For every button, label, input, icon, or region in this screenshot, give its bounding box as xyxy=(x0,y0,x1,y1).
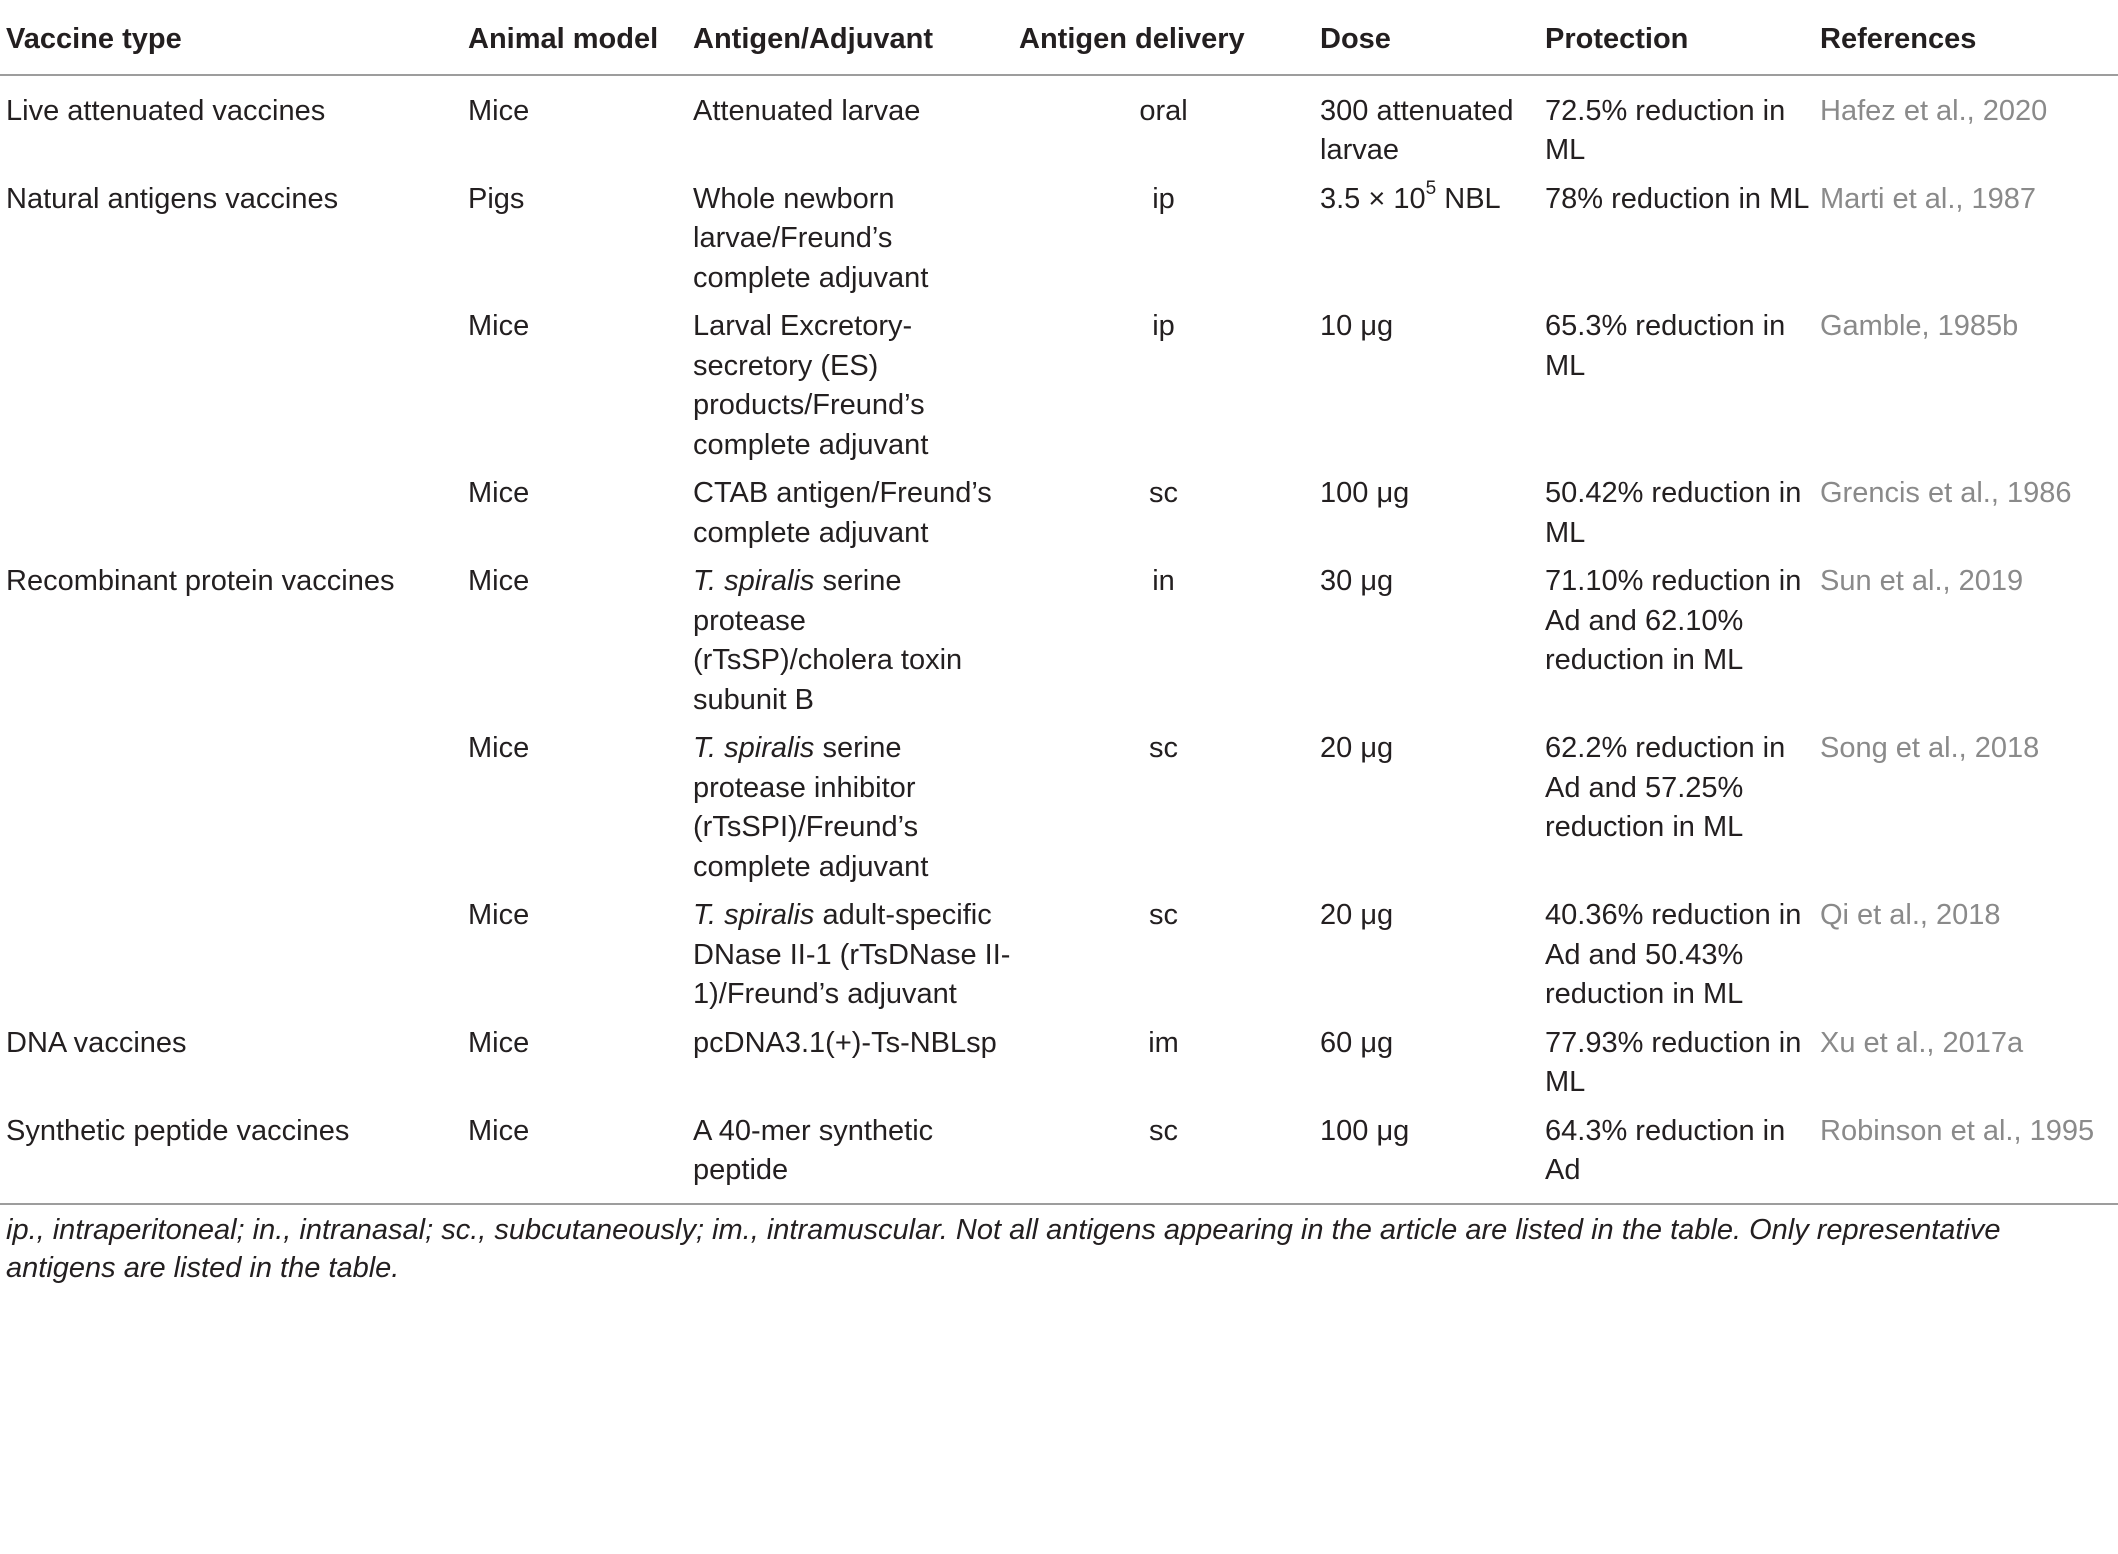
cell-antigen-delivery: ip xyxy=(1152,182,1175,215)
species-name: T. spiralis xyxy=(693,565,815,597)
cell-dose xyxy=(1314,301,1539,468)
cell-reference: Sun et al., 2019 xyxy=(1820,565,2024,597)
header-animal-model: Animal model xyxy=(462,0,687,75)
header-vaccine-type: Vaccine type xyxy=(0,0,462,75)
cell-reference: Grencis et al., 1986 xyxy=(1820,477,2072,509)
table-row xyxy=(0,468,2118,556)
cell-vaccine-type: Natural antigens vaccines xyxy=(6,182,339,215)
dose-text: 100 μg xyxy=(1320,477,1410,509)
header-antigen-delivery: Antigen delivery xyxy=(1013,0,1314,75)
cell-vaccine-type xyxy=(0,468,462,556)
dose-unit: NBL xyxy=(1436,182,1501,215)
cell-animal-model: Pigs xyxy=(468,182,525,215)
dose-text: 20 μg xyxy=(1320,899,1394,931)
cell-dose xyxy=(1314,75,1539,174)
cell-antigen-adjuvant xyxy=(687,890,1013,1018)
antigen-text: serine protease (rTsSP)/cholera toxin subunit B xyxy=(693,565,963,716)
dose-text: 10 μg xyxy=(1320,310,1394,342)
cell-antigen-adjuvant xyxy=(687,174,1013,302)
cell-vaccine-type: Live attenuated vaccines xyxy=(6,94,326,127)
dose-text: 60 μg xyxy=(1320,1026,1394,1059)
antigen-text: serine protease inhibitor (rTsSPI)/Freund’s complete adjuvant xyxy=(693,732,929,883)
cell-reference: Gamble, 1985b xyxy=(1820,310,2019,342)
dose-text: 300 attenuated larvae xyxy=(1320,94,1514,166)
table-row xyxy=(0,556,2118,723)
species-name: T. spiralis xyxy=(693,732,815,764)
cell-antigen-adjuvant xyxy=(687,1106,1013,1204)
cell-vaccine-type: Recombinant protein vaccines xyxy=(6,565,395,597)
dose-text: 100 μg xyxy=(1320,1114,1410,1147)
antigen-text: Whole newborn larvae/Freund’s complete adjuvant xyxy=(693,182,929,294)
cell-protection: 64.3% reduction in Ad xyxy=(1539,1106,1814,1204)
cell-reference: Marti et al., 1987 xyxy=(1820,182,2036,215)
cell-antigen-delivery: oral xyxy=(1139,94,1188,127)
cell-antigen-delivery: im xyxy=(1148,1026,1179,1059)
cell-reference: Xu et al., 2017a xyxy=(1820,1026,2024,1059)
antigen-text: adult-specific DNase II-1 (rTsDNase II-1)/Freund’s adjuvant xyxy=(693,899,1011,1010)
cell-animal-model: Mice xyxy=(468,1026,530,1059)
table-row xyxy=(0,1106,2118,1204)
cell-dose xyxy=(1314,556,1539,723)
cell-protection: 71.10% reduction in Ad and 62.10% reduction in ML xyxy=(1545,565,1802,676)
antigen-text: CTAB antigen/Freund’s complete adjuvant xyxy=(693,477,992,549)
cell-protection: 65.3% reduction in ML xyxy=(1545,310,1786,382)
cell-dose xyxy=(1314,1106,1539,1204)
cell-reference: Qi et al., 2018 xyxy=(1820,899,2001,931)
cell-vaccine-type xyxy=(0,301,462,468)
cell-dose xyxy=(1314,723,1539,890)
cell-animal-model: Mice xyxy=(468,94,530,127)
cell-reference: Song et al., 2018 xyxy=(1820,732,2040,764)
cell-animal-model: Mice xyxy=(468,477,530,509)
cell-antigen-delivery: sc xyxy=(1013,1106,1314,1204)
cell-protection: 62.2% reduction in Ad and 57.25% reduction in ML xyxy=(1545,732,1786,843)
species-name: T. spiralis xyxy=(693,899,815,931)
cell-antigen-delivery: ip xyxy=(1152,310,1175,342)
cell-antigen-adjuvant xyxy=(687,723,1013,890)
cell-animal-model: Mice xyxy=(468,899,530,931)
table-row xyxy=(0,174,2118,302)
cell-protection: 72.5% reduction in ML xyxy=(1545,94,1786,166)
dose-text: 20 μg xyxy=(1320,732,1394,764)
header-references: References xyxy=(1814,0,2118,75)
table-row xyxy=(0,723,2118,890)
cell-animal-model: Mice xyxy=(468,732,530,764)
cell-dose xyxy=(1314,468,1539,556)
dose-text: 3.5 × 10 xyxy=(1320,182,1426,215)
dose-text: 30 μg xyxy=(1320,565,1394,597)
antigen-text: Attenuated larvae xyxy=(693,94,921,127)
cell-dose xyxy=(1314,1018,1539,1106)
cell-antigen-delivery: sc xyxy=(1149,477,1178,509)
cell-antigen-adjuvant xyxy=(687,468,1013,556)
antigen-text: Larval Excretory-secretory (ES) products/Freund’s complete adjuvant xyxy=(693,310,929,461)
header-antigen-adjuvant: Antigen/Adjuvant xyxy=(687,0,1013,75)
cell-vaccine-type: DNA vaccines xyxy=(6,1026,187,1059)
cell-vaccine-type xyxy=(0,723,462,890)
header-protection: Protection xyxy=(1539,0,1814,75)
table-header-row xyxy=(0,0,2118,75)
cell-dose xyxy=(1314,174,1539,302)
cell-antigen-adjuvant xyxy=(687,301,1013,468)
cell-antigen-adjuvant xyxy=(687,1018,1013,1106)
cell-antigen-adjuvant xyxy=(687,75,1013,174)
cell-protection: 50.42% reduction in ML xyxy=(1545,477,1802,549)
cell-protection: 78% reduction in ML xyxy=(1545,182,1810,215)
antigen-text: pcDNA3.1(+)-Ts-NBLsp xyxy=(693,1026,997,1059)
cell-dose xyxy=(1314,890,1539,1018)
cell-antigen-delivery: in xyxy=(1152,565,1175,597)
cell-reference: Robinson et al., 1995 xyxy=(1814,1106,2118,1204)
table-row xyxy=(0,1018,2118,1106)
cell-protection: 77.93% reduction in ML xyxy=(1545,1026,1802,1098)
antigen-text: A 40-mer synthetic peptide xyxy=(693,1114,934,1186)
cell-antigen-delivery: sc xyxy=(1149,732,1178,764)
table-row xyxy=(0,301,2118,468)
cell-animal-model: Mice xyxy=(468,565,530,597)
cell-vaccine-type: Synthetic peptide vaccines xyxy=(0,1106,462,1204)
table-body xyxy=(0,75,2118,1204)
table-row xyxy=(0,890,2118,1018)
table-footnote: ip., intraperitoneal; in., intranasal; sc., subcutaneously; im., intramuscular. Not all antigens appearing in the article are listed in the table. Only representative antigens are listed in the table. xyxy=(6,1213,2001,1284)
cell-animal-model: Mice xyxy=(462,1106,687,1204)
cell-vaccine-type xyxy=(0,890,462,1018)
cell-protection: 40.36% reduction in Ad and 50.43% reduction in ML xyxy=(1545,899,1802,1010)
table-row xyxy=(0,75,2118,174)
cell-antigen-delivery: sc xyxy=(1149,899,1178,931)
cell-antigen-adjuvant xyxy=(687,556,1013,723)
header-dose: Dose xyxy=(1314,0,1539,75)
cell-animal-model: Mice xyxy=(468,310,530,342)
cell-reference: Hafez et al., 2020 xyxy=(1820,94,2048,127)
dose-exponent: 5 xyxy=(1425,177,1437,199)
